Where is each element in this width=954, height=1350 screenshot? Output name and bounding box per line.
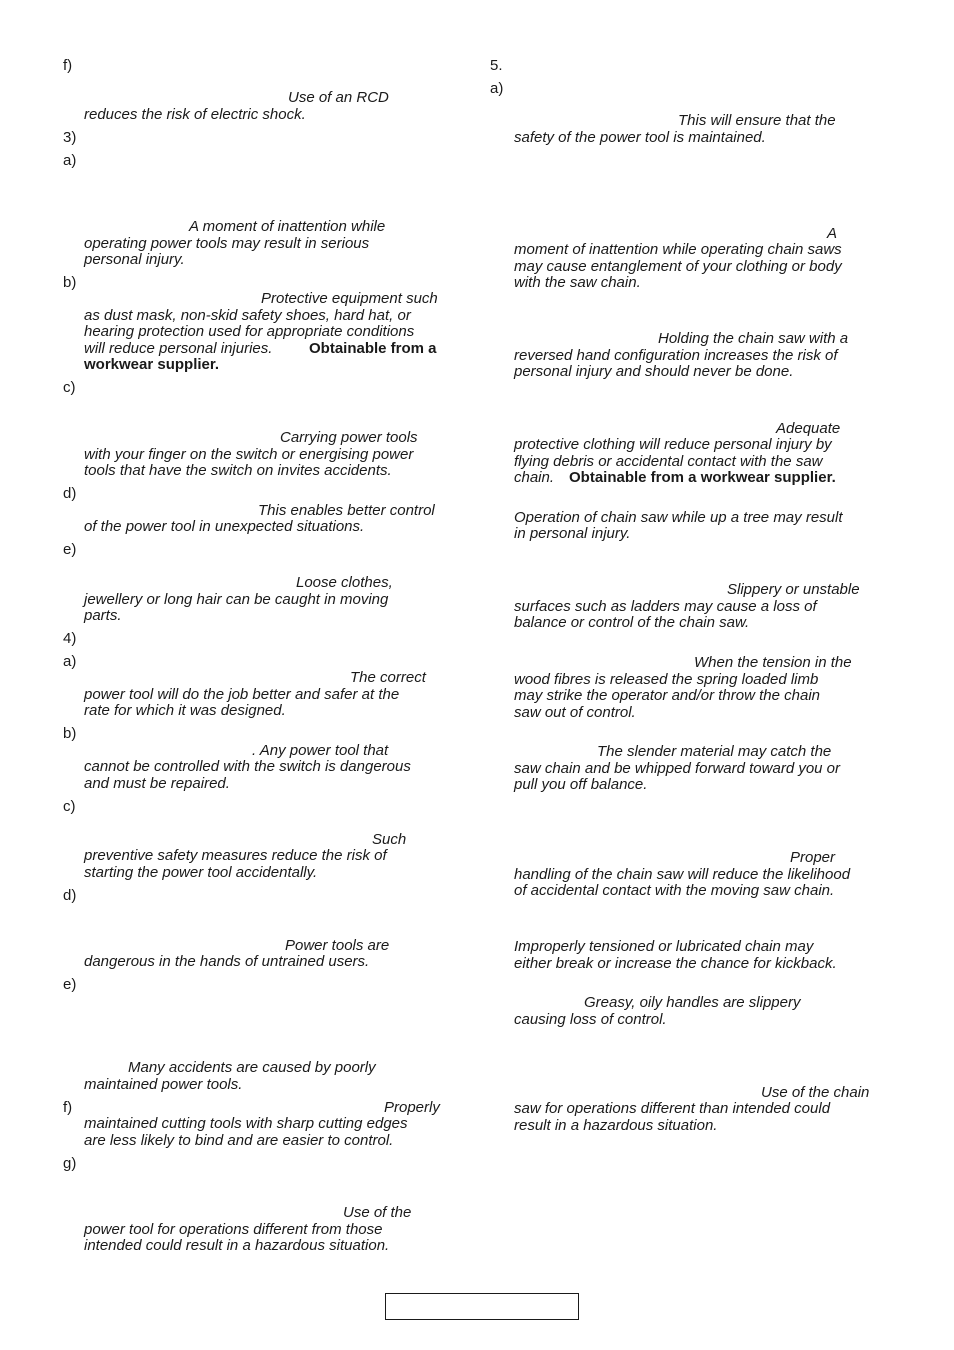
workwear-note: workwear supplier. (84, 356, 220, 373)
item-label-a: a) (63, 152, 77, 169)
maintained-text-line: maintained power tools. (84, 1076, 243, 1093)
chainsaw-inattention-line: moment of inattention while operating chain saws (514, 241, 842, 258)
item-label-e: e) (63, 976, 77, 993)
rcd-text-line: reduces the risk of electric shock. (84, 106, 306, 123)
protective-clothing-line: flying debris or accidental contact with the saw (514, 453, 823, 470)
greasy-handles-line: Greasy, oily handles are slippery (584, 994, 801, 1011)
protective-text-line: Protective equipment such (261, 290, 438, 307)
preventive-text-line: preventive safety measures reduce the risk of (84, 847, 387, 864)
inattention-text-line: operating power tools may result in serious (84, 235, 370, 252)
untrained-text-line: dangerous in the hands of untrained users. (84, 953, 370, 970)
spring-limb-line: When the tension in the (694, 654, 852, 671)
clothes-text-line: Loose clothes, (296, 574, 393, 591)
proper-handling-line: of accidental contact with the moving saw chain. (514, 882, 835, 899)
item-label-f: f) (63, 1099, 73, 1116)
slippery-surface-line: balance or control of the chain saw. (514, 614, 750, 631)
section-label-4: 4) (63, 630, 77, 647)
protective-clothing-line: chain. (514, 469, 555, 486)
protective-text-line: will reduce personal injuries. (84, 340, 273, 357)
chainsaw-inattention-line: A (827, 225, 838, 242)
untrained-text-line: Power tools are (285, 937, 390, 954)
item-label-d: d) (63, 485, 77, 502)
tensioned-chain-line: Improperly tensioned or lubricated chain may (514, 938, 814, 955)
maintained-text-line: Many accidents are caused by poorly (128, 1059, 376, 1076)
item-label-f: f) (63, 57, 73, 74)
item-label-c: c) (63, 379, 76, 396)
control-text-line: This enables better control (258, 502, 435, 519)
workwear-note: Obtainable from a workwear supplier. (569, 469, 836, 486)
item-label-c: c) (63, 798, 76, 815)
carrying-text-line: Carrying power tools (280, 429, 418, 446)
protective-text-line: hearing protection used for appropriate conditions (84, 323, 415, 340)
chainsaw-inattention-line: may cause entanglement of your clothing or body (514, 258, 842, 275)
hand-config-text-line: personal injury and should never be done. (514, 363, 794, 380)
carrying-text-line: with your finger on the switch or energising power (84, 446, 414, 463)
item-label-g: g) (63, 1155, 77, 1172)
spring-limb-line: wood fibres is released the spring loaded limb (514, 671, 819, 688)
slender-material-line: saw chain and be whipped forward toward you or (514, 760, 841, 777)
tree-text-line: in personal injury. (514, 525, 631, 542)
cutting-tools-text-line: are less likely to bind and are easier to control. (84, 1132, 394, 1149)
item-label-a: a) (63, 653, 77, 670)
section-label-5: 5. (490, 57, 503, 74)
inattention-text-line: A moment of inattention while (189, 218, 386, 235)
tensioned-chain-line: either break or increase the chance for kickback. (514, 955, 837, 972)
proper-handling-line: Proper (790, 849, 836, 866)
section-label-3: 3) (63, 129, 77, 146)
workwear-note: Obtainable from a (309, 340, 437, 357)
hand-config-text-line: Holding the chain saw with a (658, 330, 849, 347)
rcd-text-line: Use of an RCD (288, 89, 389, 106)
operations-text-line: intended could result in a hazardous situation. (84, 1237, 390, 1254)
item-label-d: d) (63, 887, 77, 904)
inattention-text-line: personal injury. (84, 251, 185, 268)
slender-material-line: The slender material may catch the (597, 743, 832, 760)
carrying-text-line: tools that have the switch on invites accidents. (84, 462, 392, 479)
tree-text-line: Operation of chain saw while up a tree may result (514, 509, 843, 526)
item-label-a: a) (490, 80, 504, 97)
control-text-line: of the power tool in unexpected situations. (84, 518, 365, 535)
item-label-e: e) (63, 541, 77, 558)
protective-clothing-line: Adequate (776, 420, 841, 437)
page-number-box (385, 1293, 579, 1320)
correct-tool-text-line: rate for which it was designed. (84, 702, 286, 719)
chainsaw-operations-line: saw for operations different than intended could (514, 1100, 831, 1117)
chainsaw-operations-line: result in a hazardous situation. (514, 1117, 718, 1134)
switch-text-line: . Any power tool that (252, 742, 389, 759)
greasy-handles-line: causing loss of control. (514, 1011, 667, 1028)
chainsaw-inattention-line: with the saw chain. (514, 274, 641, 291)
slender-material-line: pull you off balance. (514, 776, 648, 793)
operations-text-line: power tool for operations different from those (84, 1221, 383, 1238)
item-label-b: b) (63, 274, 77, 291)
cutting-tools-text-line: Properly (384, 1099, 440, 1116)
correct-tool-text-line: power tool will do the job better and safer at the (84, 686, 400, 703)
slippery-surface-line: Slippery or unstable (727, 581, 860, 598)
chainsaw-operations-line: Use of the chain (761, 1084, 870, 1101)
preventive-text-line: starting the power tool accidentally. (84, 864, 318, 881)
cutting-tools-text-line: maintained cutting tools with sharp cutting edges (84, 1115, 408, 1132)
service-text-line: This will ensure that the (678, 112, 836, 129)
spring-limb-line: may strike the operator and/or throw the chain (514, 687, 820, 704)
spring-limb-line: saw out of control. (514, 704, 636, 721)
switch-text-line: cannot be controlled with the switch is dangerous (84, 758, 411, 775)
proper-handling-line: handling of the chain saw will reduce the likelihood (514, 866, 851, 883)
service-text-line: safety of the power tool is maintained. (514, 129, 766, 146)
protective-clothing-line: protective clothing will reduce personal injury by (514, 436, 832, 453)
slippery-surface-line: surfaces such as ladders may cause a loss of (514, 598, 817, 615)
switch-text-line: and must be repaired. (84, 775, 230, 792)
clothes-text-line: jewellery or long hair can be caught in moving (84, 591, 389, 608)
correct-tool-text-line: The correct (350, 669, 426, 686)
operations-text-line: Use of the (343, 1204, 412, 1221)
clothes-text-line: parts. (84, 607, 122, 624)
hand-config-text-line: reversed hand configuration increases the risk of (514, 347, 838, 364)
item-label-b: b) (63, 725, 77, 742)
preventive-text-line: Such (372, 831, 407, 848)
protective-text-line: as dust mask, non-skid safety shoes, hard hat, or (84, 307, 411, 324)
